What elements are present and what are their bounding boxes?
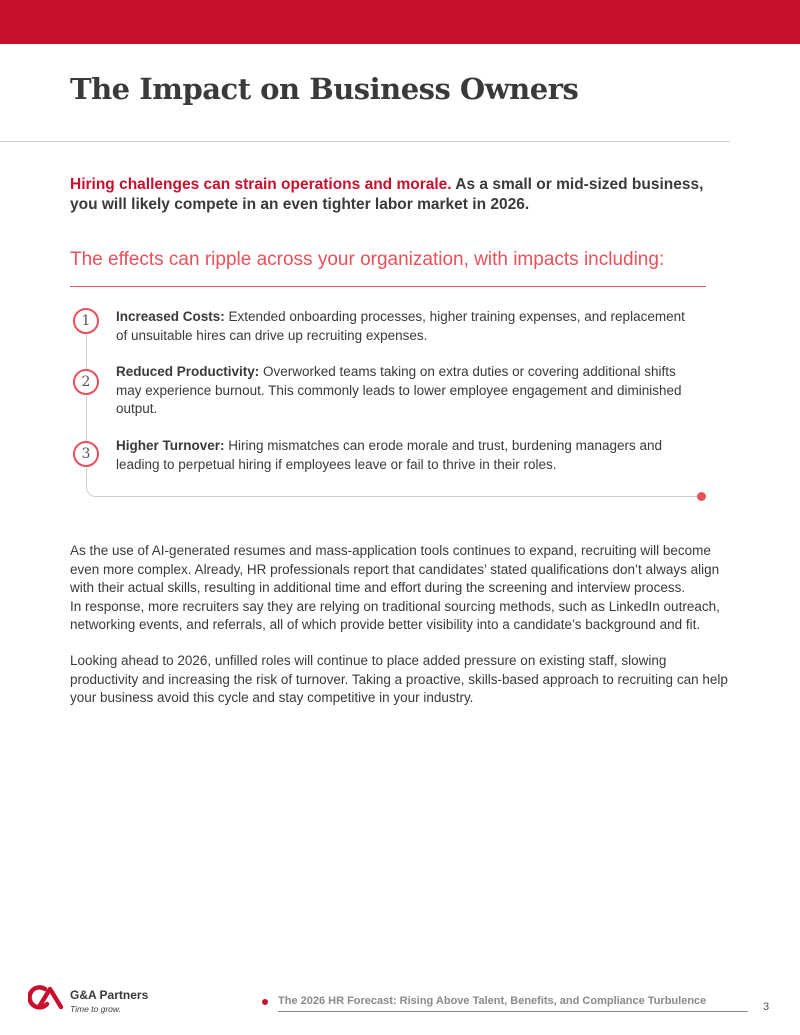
impact-label: Higher Turnover: [116, 438, 225, 453]
connector-end-dot [697, 492, 706, 501]
body-paragraph-line: In response, more recruiters say they are relying on traditional sourcing methods, such as LinkedIn outreach, networking events, and referrals, all of which provide better visibility into a candidate’s background and fit. [70, 598, 720, 632]
impact-item-reduced-productivity [116, 363, 696, 419]
page-number: 3 [763, 1001, 770, 1013]
impact-number-badge: 3 [73, 441, 99, 467]
impact-label: Reduced Productivity: [116, 364, 260, 379]
body-paragraph-line: As the use of AI-generated resumes and mass-application tools continues to expand, recruiting will become even more complex. Already, HR professionals report that candidates’ stated qualifications don’t always align with their actual skills, resulting in additional time and effort during the screening and interview process. [70, 543, 720, 595]
title-divider [0, 141, 730, 142]
impact-label: Increased Costs: [116, 309, 225, 324]
ga-partners-logo-mark-icon [28, 985, 66, 1011]
brand-name: G&A Partners [70, 988, 149, 1002]
footer-document-title: The 2026 HR Forecast: Rising Above Talent, Benefits, and Compliance Turbulence [278, 995, 707, 1007]
impact-number-badge: 1 [73, 308, 99, 334]
page-title: The Impact on Business Owners [70, 72, 579, 106]
lead-highlight: Hiring challenges can strain operations and morale. [70, 176, 452, 193]
body-paragraph-outlook: Looking ahead to 2026, unfilled roles will continue to place added pressure on existing staff, slowing productivity and increasing the risk of turnover. Taking a proactive, skills-based approach to recruiting can help your business avoid this cycle and stay competitive in your industry. [70, 653, 728, 705]
top-brand-bar [0, 0, 800, 44]
impact-text: Extended onboarding processes, higher training expenses, and replacement of unsuitable hires can drive up recruiting expenses. [116, 309, 685, 343]
brand-tagline: Time to grow. [70, 1004, 121, 1014]
impact-item-increased-costs [116, 308, 696, 345]
body-paragraph-recruiting [70, 542, 735, 635]
impact-text: Overworked teams taking on extra duties or covering additional shifts may experience burnout. This commonly leads to lower employee engagement and diminished output. [116, 364, 682, 416]
subheading-divider [70, 286, 706, 287]
impacts-subheading: The effects can ripple across your organization, with impacts including: [70, 249, 665, 270]
footer-bullet-dot [262, 999, 268, 1005]
impact-text: Hiring mismatches can erode morale and trust, burdening managers and leading to perpetual hiring if employees leave or fail to thrive in their roles. [116, 438, 662, 472]
lead-paragraph [70, 175, 730, 215]
lead-rest: As a small or mid-sized business, you will likely compete in an even tighter labor market in 2026. [70, 176, 704, 213]
impact-number-badge: 2 [73, 369, 99, 395]
impact-item-higher-turnover [116, 437, 696, 474]
footer-underline [278, 1011, 748, 1012]
